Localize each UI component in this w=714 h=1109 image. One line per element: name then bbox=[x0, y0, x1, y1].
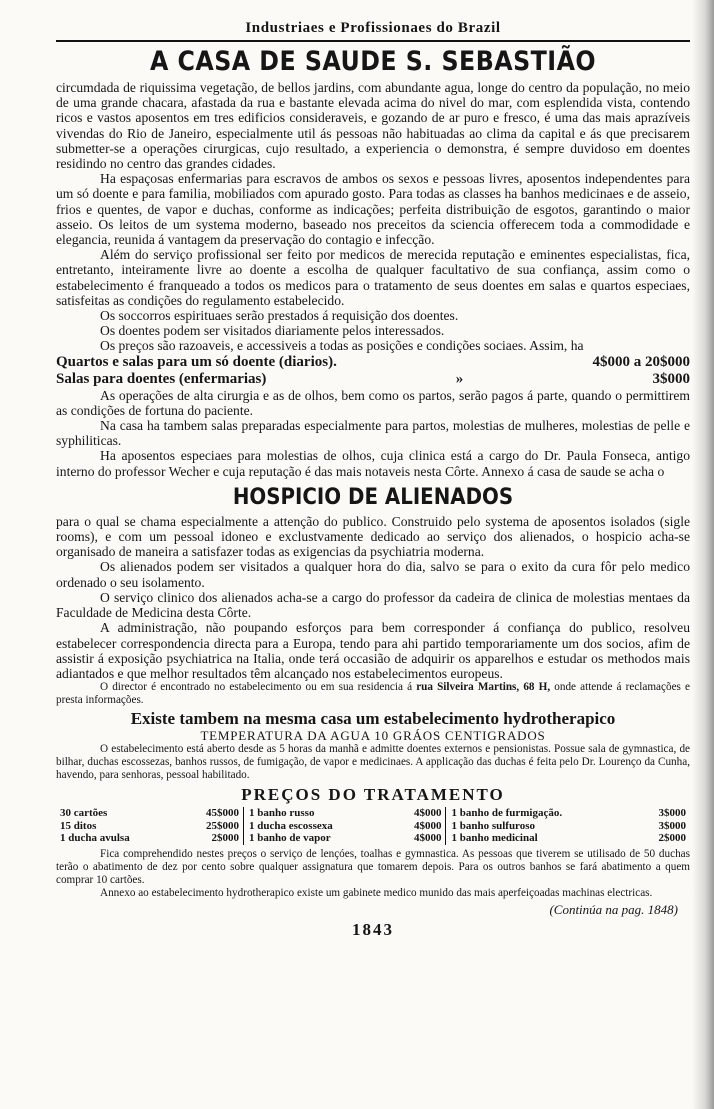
price-item: 1 ducha escossexa bbox=[249, 819, 333, 832]
intro-paragraph-5: Os doentes podem ser visitados diariamente pelos interessados. bbox=[100, 323, 445, 339]
water-temperature: TEMPERATURA DA AGUA 10 GRÁOS CENTIGRADOS bbox=[200, 728, 546, 744]
director-note-text-2: onde attende á reclamações e presta informações. bbox=[56, 681, 690, 707]
hydrotherapy-paragraph: O estabelecimento está aberto desde as 5 horas da manhã e admitte doentes externos e pensionistas. Possue sala de gymnastica, de bilhar, duchas escossezas, banhos russos, de fumigação, de vapor e medicinaes. A applicação das duchas é feita pelo Dr. Lourenço da Cunha, havendo, para senhoras, pessoal habilitado. bbox=[56, 743, 690, 782]
price-item: 1 ducha avulsa bbox=[60, 832, 130, 845]
operations-section bbox=[56, 388, 690, 479]
section-title-hospicio: HOSPICIO DE ALIENADOS bbox=[232, 484, 514, 510]
price-value: 4$000 a 20$000 bbox=[592, 353, 690, 370]
price-value: 4$000 bbox=[413, 832, 442, 845]
price-item: 1 banho sulfuroso bbox=[451, 819, 536, 832]
eye-clinic-paragraph: Ha aposentos especiaes para molestias de olhos, cuja clinica está a cargo do Dr. Paula Fonseca, antigo interno do professor Wecher e cuja reputação é das mais notaveis nesta Côrte. Annexo á casa de saude se acha o bbox=[56, 448, 690, 479]
price-item: 15 ditos bbox=[60, 819, 97, 832]
table-row bbox=[56, 807, 690, 820]
price-value: 3$000 bbox=[652, 370, 690, 387]
price-value: 3$000 bbox=[658, 807, 686, 820]
closing-paragraph-1: Fica comprehendido nestes preços o serviço de lençóes, toalhas e gymnastica. As pessoas que tiverem se utilisado de 50 duchas terão o abatimento de dez por cento sobre qualquer assignatura que tomarem depois. Para os outros banhos se fará abatimento a quem comprar 10 cartões. bbox=[56, 847, 690, 886]
price-value: 2$000 bbox=[211, 832, 240, 845]
price-value: 45$000 bbox=[206, 807, 240, 820]
ditto-mark: » bbox=[455, 370, 464, 387]
page-edge-shadow bbox=[692, 0, 714, 1109]
table-row bbox=[56, 832, 690, 845]
header-rule bbox=[56, 40, 690, 42]
running-header: Industriaes e Profissionaes do Brazil bbox=[245, 20, 501, 36]
table-row bbox=[56, 820, 690, 833]
price-value: 4$000 bbox=[413, 819, 442, 832]
price-value: 25$000 bbox=[206, 819, 240, 832]
hospicio-section bbox=[56, 514, 690, 681]
hydrotherapy-title: Existe tambem na mesma casa um estabelecimento hydrotherapico bbox=[130, 709, 616, 729]
maternity-paragraph: Na casa ha tambem salas preparadas especialmente para partos, molestias de mulheres, molestias de pelle e syphiliticas. bbox=[56, 418, 690, 449]
hospicio-paragraph-2: Os alienados podem ser visitados a qualquer hora do dia, salvo se para o exito da cura fôr pelo medico ordenado o seu isolamento. bbox=[56, 559, 690, 590]
price-value: 2$000 bbox=[658, 832, 686, 845]
price-label: Salas para doentes (enfermarias) bbox=[56, 370, 267, 387]
hydrotherapy-section bbox=[56, 743, 690, 782]
price-item: 1 banho russo bbox=[249, 807, 315, 820]
treatment-prices-table bbox=[56, 807, 690, 845]
intro-paragraph-2: Ha espaçosas enfermarias para escravos de ambos os sexos e pessoas livres, aposentos independentes para um só doente e para familia, mobiliados com apurado gosto. Para todas as classes ha banhos medicinaes e de asseio, frios e quentes, de vapor e duchas, conforme as indicações; perfeita distribuição de esgotos, garantindo o maior asseio. Os leitos de um systema moderno, baseado nos preceitos da sciencia offerecem toda a commodidade e elegancia, reunida á vantagem da preservação do contagio e infecção. bbox=[56, 171, 690, 248]
intro-paragraph-1: circumdada de riquissima vegetação, de bellos jardins, com abundante agua, longe do centro da população, no meio de uma grande chacara, afastada da rua e bastante elevada acima do nivel do mar, com esplendida vista, contendo ricos e vastos aposentos em tres edificios consideraveis, e gozando de ar puro e fresco, é uma das mais aprazíveis vivendas do Rio de Janeiro, especialmente util ás pessoas não habituadas ao clima da capital e ás que precisarem submetter-se a operações cirurgicas, cujo resultado, a experiencia o demonstra, é sempre duvidoso em doentes residindo no centro das grandes cidades. bbox=[56, 80, 690, 172]
price-line-rooms bbox=[56, 354, 690, 371]
director-note bbox=[56, 681, 690, 707]
treatment-prices-title: PREÇOS DO TRATAMENTO bbox=[241, 785, 505, 805]
price-item: 30 cartões bbox=[60, 807, 108, 820]
hospicio-paragraph-3: O serviço clinico dos alienados acha-se a cargo do professor da cadeira de clinica de molestias mentaes da Faculdade de Medicina desta Côrte. bbox=[56, 589, 690, 621]
price-item: 1 banho de furmigação. bbox=[451, 807, 563, 820]
closing-paragraph-2: Annexo ao estabelecimento hydrotherapico existe um gabinete medico munido das mais aperfeiçoadas machinas electricas. bbox=[100, 886, 653, 899]
intro-section bbox=[56, 80, 690, 354]
closing-section bbox=[56, 848, 690, 900]
page-title: A CASA DE SAUDE S. SEBASTIÃO bbox=[149, 46, 597, 77]
page-number: 1843 bbox=[352, 919, 394, 939]
price-label: Quartos e salas para um só doente (diarios). bbox=[56, 353, 337, 370]
hospicio-paragraph-4: A administração, não poupando esforços para bem corresponder á confiança do publico, resolveu estabelecer correspondencia directa para a Europa, tendo para ahi partido temporariamente um dos socios, afim de assistir á exposição psychiatrica na Italia, onde terá occasião de adquirir os apparelhos e estudar os methodos mais adiantados e que melhor resultados têm alcançado nos estabelecimentos europeus. bbox=[56, 620, 690, 681]
director-address: rua Silveira Martins, 68 H, bbox=[416, 681, 551, 694]
intro-paragraph-3: Além do serviço profissional ser feito por medicos de merecida reputação e eminentes especialistas, fica, entretanto, inteiramente livre ao doente a escolha de qualquer facultativo de sua confiança, assim como o estabelecimento é franqueado a todos os medicos para o tratamento de seus doentes em salas e quartos especiaes, satisfeitas as condições do regulamento estabelecido. bbox=[56, 247, 690, 308]
price-line-wards bbox=[56, 371, 690, 388]
price-value: 4$000 bbox=[413, 807, 442, 820]
operations-paragraph: As operações de alta cirurgia e as de olhos, bem como os partos, serão pagos á parte, quando o permittirem as condições de fortuna do paciente. bbox=[56, 387, 690, 418]
price-list bbox=[56, 354, 690, 388]
price-value: 3$000 bbox=[658, 819, 686, 832]
director-note-text: O director é encontrado no estabelecimento ou em sua residencia á bbox=[100, 681, 413, 694]
continuation-note: (Continúa na pag. 1848) bbox=[549, 901, 678, 917]
price-item: 1 banho medicinal bbox=[451, 832, 538, 845]
intro-paragraph-6: Os preços são razoaveis, e accessiveis a todas as posições e condições sociaes. Assim, ha bbox=[100, 338, 584, 354]
price-item: 1 banho de vapor bbox=[249, 832, 331, 845]
hospicio-paragraph-1: para o qual se chama especialmente a attenção do publico. Construido pelo systema de aposentos isolados (sigle rooms), e com um pessoal idoneo e exclustvamente dedicado ao serviço dos alienados, o hospicio acha-se organisado de maneira a satisfazer todas as exigencias da psychiatria moderna. bbox=[56, 513, 690, 560]
intro-paragraph-4: Os soccorros espirituaes serão prestados á requisição dos doentes. bbox=[100, 308, 459, 324]
